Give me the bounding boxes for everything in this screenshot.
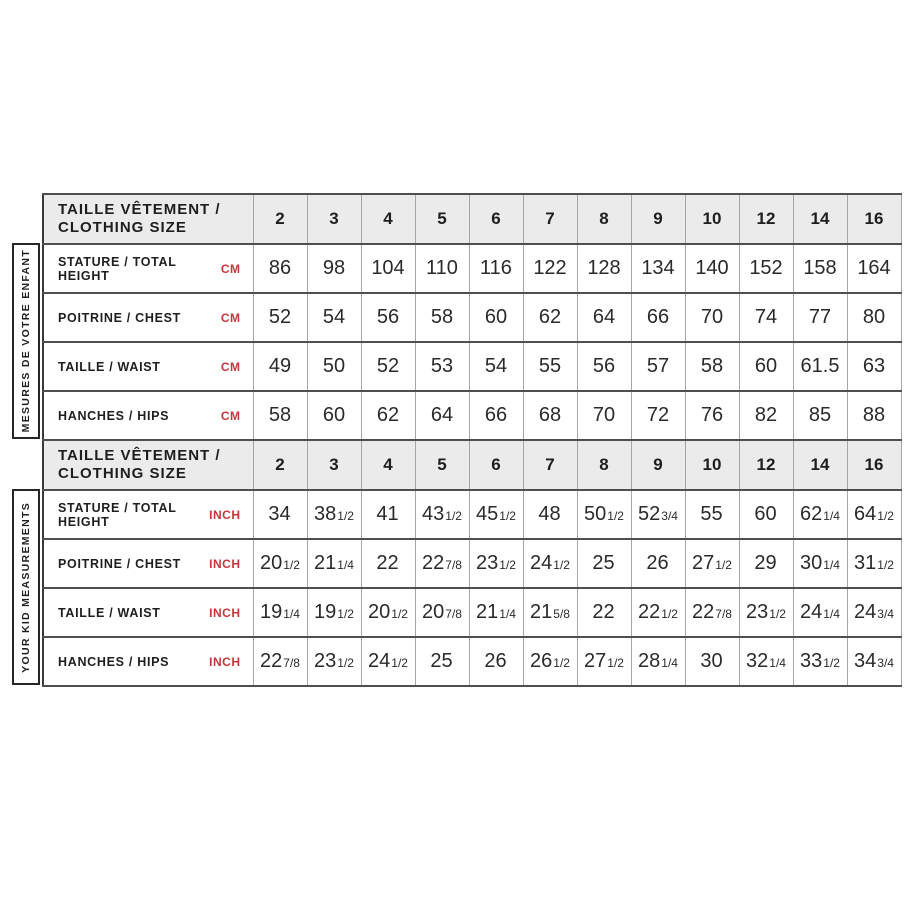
table-cell: 30 (685, 637, 739, 686)
table-cell: 227/8 (253, 637, 307, 686)
table-cell: 431/2 (415, 490, 469, 539)
row-label: STATURE / TOTAL HEIGHT (58, 254, 177, 283)
table-cell: 64 (415, 391, 469, 440)
table-cell: 261/2 (523, 637, 577, 686)
table-cell: 211/4 (469, 588, 523, 637)
table-cell: 58 (685, 342, 739, 391)
header-line2: CLOTHING SIZE (58, 219, 187, 236)
row-label: POITRINE / CHEST (58, 556, 182, 571)
table-cell: 62 (361, 391, 415, 440)
table-cell: 29 (739, 539, 793, 588)
size-column-header: 10 (685, 440, 739, 490)
table-cell: 88 (847, 391, 901, 440)
table-cell: 54 (469, 342, 523, 391)
size-column-header: 14 (793, 194, 847, 244)
row-label: POITRINE / CHEST (58, 310, 182, 325)
table-cell: 501/2 (577, 490, 631, 539)
table-cell: 85 (793, 391, 847, 440)
size-column-header: 12 (739, 194, 793, 244)
row-label: STATURE / TOTAL HEIGHT (58, 500, 177, 529)
clothing-size-header (43, 194, 253, 244)
table-cell: 60 (307, 391, 361, 440)
table-cell: 58 (415, 293, 469, 342)
row-label-cell (43, 539, 253, 588)
table-cell: 60 (739, 490, 793, 539)
table-cell: 48 (523, 490, 577, 539)
table-cell: 62 (523, 293, 577, 342)
table-cell: 104 (361, 244, 415, 293)
row-label: HANCHES / HIPS (58, 408, 170, 423)
table-cell: 66 (631, 293, 685, 342)
table-cell: 77 (793, 293, 847, 342)
unit-label: CM (220, 310, 241, 325)
size-column-header: 12 (739, 440, 793, 490)
size-column-header: 7 (523, 194, 577, 244)
table-cell: 191/4 (253, 588, 307, 637)
table-cell: 58 (253, 391, 307, 440)
header-line2: CLOTHING SIZE (58, 465, 187, 482)
size-column-header: 6 (469, 440, 523, 490)
row-label-cell (43, 391, 253, 440)
table-cell: 311/2 (847, 539, 901, 588)
table-cell: 215/8 (523, 588, 577, 637)
size-column-header: 5 (415, 194, 469, 244)
measurement-row-chest-cm (43, 293, 901, 342)
table-cell: 68 (523, 391, 577, 440)
table-cell: 158 (793, 244, 847, 293)
table-cell: 25 (577, 539, 631, 588)
table-cell: 116 (469, 244, 523, 293)
table-cell: 41 (361, 490, 415, 539)
table-cell: 641/2 (847, 490, 901, 539)
table-cell: 54 (307, 293, 361, 342)
table-cell: 64 (577, 293, 631, 342)
measurement-row-stature-inch (43, 490, 901, 539)
table-cell: 221/2 (631, 588, 685, 637)
table-cell: 343/4 (847, 637, 901, 686)
size-column-header: 14 (793, 440, 847, 490)
table-cell: 76 (685, 391, 739, 440)
size-column-header: 10 (685, 194, 739, 244)
unit-label: CM (220, 359, 241, 374)
table-cell: 301/4 (793, 539, 847, 588)
table-cell: 201/2 (361, 588, 415, 637)
size-column-header: 7 (523, 440, 577, 490)
table-cell: 231/2 (739, 588, 793, 637)
measurement-row-hips-inch (43, 637, 901, 686)
table-cell: 241/2 (361, 637, 415, 686)
size-chart-table (42, 193, 902, 687)
table-cell: 140 (685, 244, 739, 293)
table-cell: 74 (739, 293, 793, 342)
table-cell: 227/8 (415, 539, 469, 588)
table-cell: 243/4 (847, 588, 901, 637)
table-cell: 134 (631, 244, 685, 293)
header-line1: TAILLE VÊTEMENT / (58, 201, 221, 219)
side-band-inch-label: YOUR KID MEASUREMENTS (20, 501, 32, 673)
table-cell: 55 (523, 342, 577, 391)
table-cell: 211/4 (307, 539, 361, 588)
table-cell: 281/4 (631, 637, 685, 686)
table-cell: 271/2 (685, 539, 739, 588)
table-cell: 86 (253, 244, 307, 293)
unit-label: INCH (209, 605, 241, 620)
table-cell: 128 (577, 244, 631, 293)
side-band-cm (12, 243, 40, 439)
table-cell: 50 (307, 342, 361, 391)
measurement-row-waist-cm (43, 342, 901, 391)
table-cell: 60 (469, 293, 523, 342)
table-cell: 26 (631, 539, 685, 588)
row-label-cell (43, 342, 253, 391)
size-chart (12, 193, 900, 685)
measurement-row-hips-cm (43, 391, 901, 440)
table-cell: 241/2 (523, 539, 577, 588)
row-label-cell (43, 244, 253, 293)
row-label: HANCHES / HIPS (58, 654, 170, 669)
table-cell: 63 (847, 342, 901, 391)
table-cell: 191/2 (307, 588, 361, 637)
table-cell: 152 (739, 244, 793, 293)
header-row-inch (43, 440, 901, 490)
table-cell: 331/2 (793, 637, 847, 686)
table-cell: 53 (415, 342, 469, 391)
measurement-row-waist-inch (43, 588, 901, 637)
table-cell: 110 (415, 244, 469, 293)
table-cell: 34 (253, 490, 307, 539)
row-label-cell (43, 588, 253, 637)
table-cell: 25 (415, 637, 469, 686)
table-cell: 52 (361, 342, 415, 391)
table-cell: 201/2 (253, 539, 307, 588)
table-cell: 523/4 (631, 490, 685, 539)
size-column-header: 4 (361, 440, 415, 490)
row-label-cell (43, 490, 253, 539)
table-cell: 72 (631, 391, 685, 440)
size-column-header: 3 (307, 440, 361, 490)
size-column-header: 5 (415, 440, 469, 490)
measurement-row-stature-cm (43, 244, 901, 293)
table-cell: 57 (631, 342, 685, 391)
table-cell: 241/4 (793, 588, 847, 637)
size-column-header: 9 (631, 194, 685, 244)
unit-label: INCH (209, 507, 241, 522)
size-column-header: 4 (361, 194, 415, 244)
unit-label: CM (220, 261, 241, 276)
side-band-cm-label: MESURES DE VOTRE ENFANT (20, 249, 32, 433)
unit-label: CM (220, 408, 241, 423)
table-cell: 56 (361, 293, 415, 342)
size-column-header: 3 (307, 194, 361, 244)
table-cell: 231/2 (307, 637, 361, 686)
size-column-header: 8 (577, 194, 631, 244)
table-cell: 22 (361, 539, 415, 588)
size-column-header: 6 (469, 194, 523, 244)
table-cell: 22 (577, 588, 631, 637)
row-label-cell (43, 637, 253, 686)
size-column-header: 16 (847, 440, 901, 490)
clothing-size-header (43, 440, 253, 490)
table-cell: 55 (685, 490, 739, 539)
row-label: TAILLE / WAIST (58, 605, 161, 620)
side-band-inch (12, 489, 40, 685)
size-column-header: 2 (253, 440, 307, 490)
unit-label: INCH (209, 654, 241, 669)
table-cell: 271/2 (577, 637, 631, 686)
table-cell: 321/4 (739, 637, 793, 686)
size-column-header: 9 (631, 440, 685, 490)
unit-label: INCH (209, 556, 241, 571)
table-cell: 98 (307, 244, 361, 293)
table-cell: 60 (739, 342, 793, 391)
size-column-header: 2 (253, 194, 307, 244)
table-cell: 49 (253, 342, 307, 391)
row-label-cell (43, 293, 253, 342)
table-cell: 381/2 (307, 490, 361, 539)
table-cell: 61.5 (793, 342, 847, 391)
table-cell: 207/8 (415, 588, 469, 637)
table-cell: 70 (685, 293, 739, 342)
table-cell: 26 (469, 637, 523, 686)
table-cell: 164 (847, 244, 901, 293)
size-column-header: 16 (847, 194, 901, 244)
header-line1: TAILLE VÊTEMENT / (58, 447, 221, 465)
table-cell: 66 (469, 391, 523, 440)
size-column-header: 8 (577, 440, 631, 490)
table-cell: 52 (253, 293, 307, 342)
table-cell: 80 (847, 293, 901, 342)
measurement-row-chest-inch (43, 539, 901, 588)
table-cell: 227/8 (685, 588, 739, 637)
table-cell: 56 (577, 342, 631, 391)
table-cell: 621/4 (793, 490, 847, 539)
table-cell: 122 (523, 244, 577, 293)
header-row-cm (43, 194, 901, 244)
table-cell: 82 (739, 391, 793, 440)
row-label: TAILLE / WAIST (58, 359, 161, 374)
table-cell: 231/2 (469, 539, 523, 588)
table-cell: 70 (577, 391, 631, 440)
table-cell: 451/2 (469, 490, 523, 539)
